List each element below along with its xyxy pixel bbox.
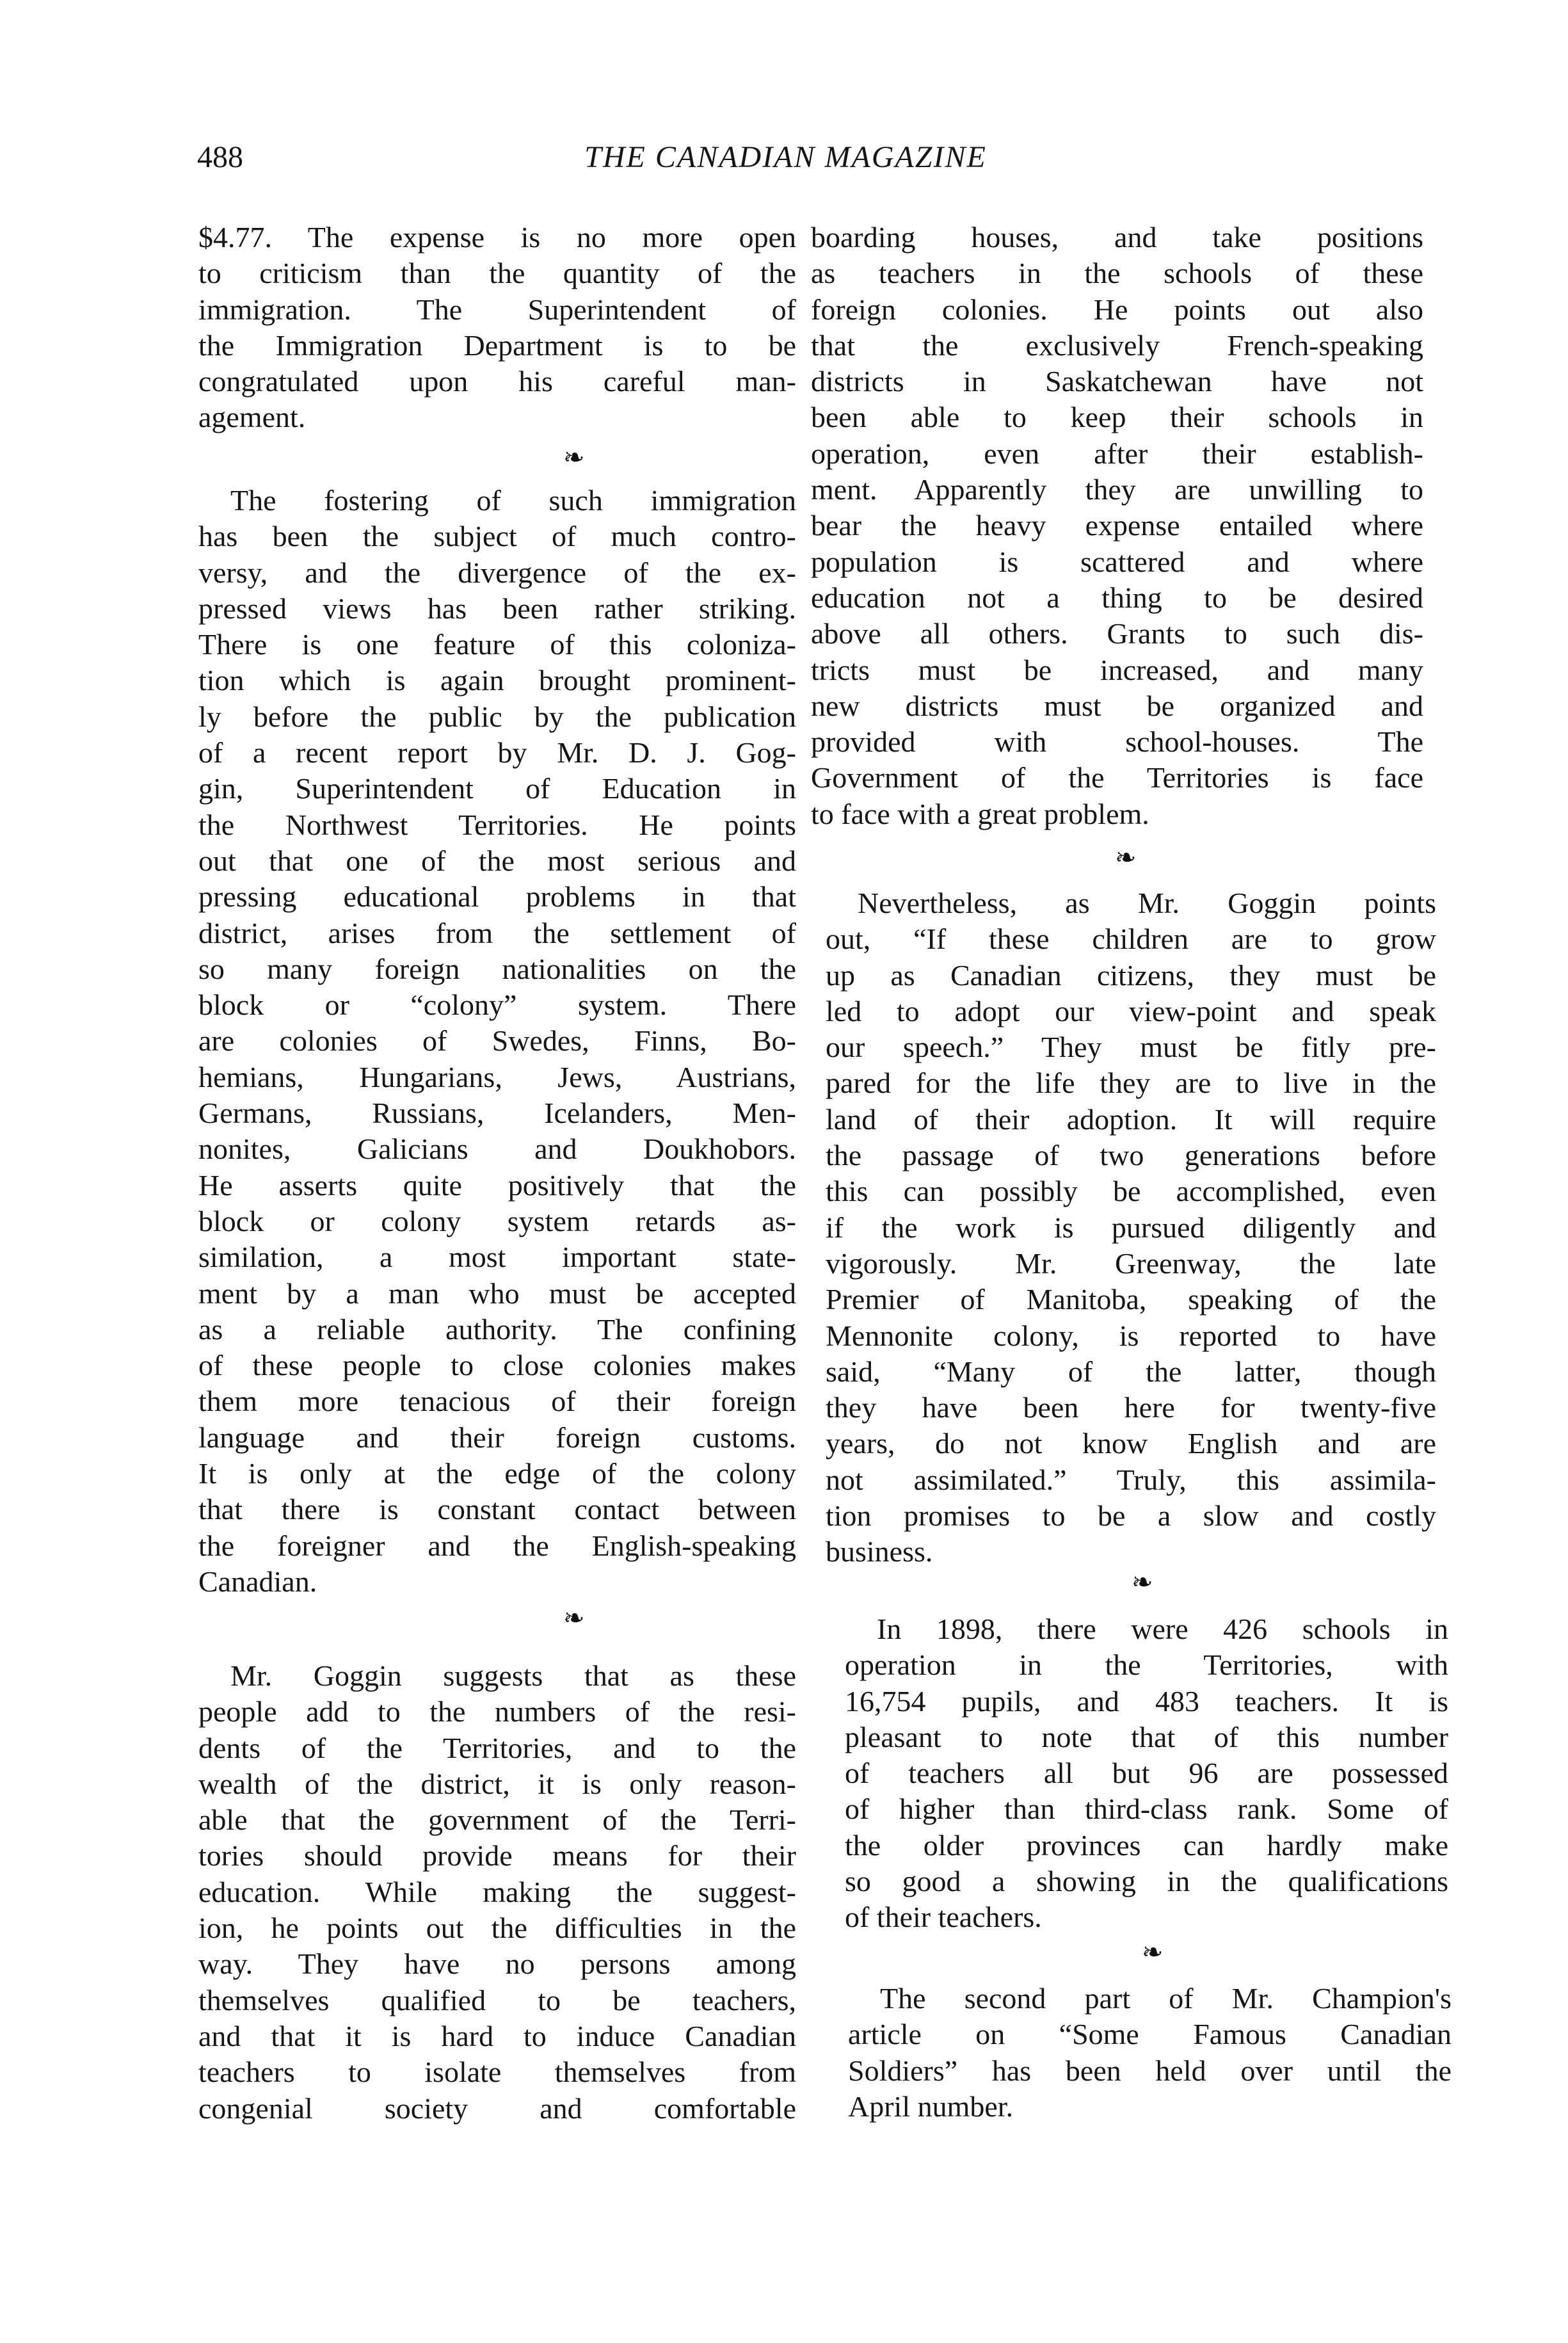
text-line: tion promises to be a slow and costly xyxy=(826,1499,1436,1533)
text-line: dents of the Territories, and to the xyxy=(198,1731,796,1764)
text-line: Nevertheless, as Mr. Goggin points xyxy=(858,887,1436,919)
text-line: population is scattered and where xyxy=(811,545,1423,578)
text-line: of their teachers. xyxy=(845,1901,1042,1934)
text-line: land of their adoption. It will require xyxy=(826,1102,1436,1136)
text-line: language and their foreign customs. xyxy=(198,1421,796,1454)
paragraph xyxy=(198,220,796,436)
text-line: versy, and the divergence of the ex- xyxy=(198,556,796,589)
paragraph xyxy=(198,1658,796,2127)
text-line: up as Canadian citizens, they must be xyxy=(826,958,1436,992)
text-line: the older provinces can hardly make xyxy=(845,1828,1448,1862)
text-line: new districts must be organized and xyxy=(811,689,1423,722)
text-line: similation, a most important state- xyxy=(198,1241,796,1274)
text-line: teachers to isolate themselves from xyxy=(198,2056,796,2089)
text-line: tion which is again brought prominent- xyxy=(198,664,796,697)
text-line: nonites, Galicians and Doukhobors. xyxy=(198,1132,796,1166)
text-line: Premier of Manitoba, speaking of the xyxy=(826,1283,1436,1316)
text-line: said, “Many of the latter, though xyxy=(826,1355,1436,1388)
text-line: Soldiers” has been held over until the xyxy=(848,2054,1452,2087)
text-line: of a recent report by Mr. D. J. Gog- xyxy=(198,736,796,769)
text-line: way. They have no persons among xyxy=(198,1947,796,1981)
text-line: not assimilated.” Truly, this assimila- xyxy=(826,1463,1436,1496)
text-line: that the exclusively French-speaking xyxy=(811,328,1423,362)
text-line: gin, Superintendent of Education in xyxy=(198,772,796,805)
text-line: out that one of the most serious and xyxy=(198,844,796,877)
text-line: operation in the Territories, with xyxy=(845,1648,1448,1682)
text-line: business. xyxy=(826,1535,933,1568)
text-line: congratulated upon his careful man- xyxy=(198,365,796,398)
text-line: district, arises from the settlement of xyxy=(198,916,796,949)
text-line: article on “Some Famous Canadian xyxy=(848,2018,1452,2051)
text-line: boarding houses, and take positions xyxy=(811,221,1423,254)
text-line: so good a showing in the qualifications xyxy=(845,1865,1448,1898)
text-line: as a reliable authority. The confining xyxy=(198,1312,796,1346)
running-title-text: THE CANADIAN MAGAZINE xyxy=(584,140,987,174)
text-line: He asserts quite positively that the xyxy=(198,1168,796,1202)
text-line: ment. Apparently they are unwilling to xyxy=(811,473,1423,506)
text-line: ly before the public by the publication xyxy=(198,700,796,733)
text-line: operation, even after their establish- xyxy=(811,437,1423,470)
text-line: the foreigner and the English-speaking xyxy=(198,1529,796,1562)
text-line: vigorously. Mr. Greenway, the late xyxy=(826,1246,1436,1280)
text-line: people add to the numbers of the resi- xyxy=(198,1695,796,1728)
text-line: wealth of the district, it is only reason- xyxy=(198,1767,796,1800)
fleuron-ornament-icon: ❧ xyxy=(1142,1938,1164,1967)
text-line: The fostering of such immigration xyxy=(230,484,796,517)
text-line: In 1898, there were 426 schools in xyxy=(877,1613,1448,1645)
text-line: immigration. The Superintendent of xyxy=(198,293,796,326)
fleuron-ornament-icon: ❧ xyxy=(563,443,585,472)
text-line: bear the heavy expense entailed where xyxy=(811,509,1423,542)
text-line: to criticism than the quantity of the xyxy=(198,257,796,290)
text-line: pleasant to note that of this number xyxy=(845,1720,1448,1753)
text-line: and that it is hard to induce Canadian xyxy=(198,2019,796,2052)
text-line: tories should provide means for their xyxy=(198,1839,796,1872)
text-line: districts in Saskatchewan have not xyxy=(811,365,1423,398)
text-line: agement. xyxy=(198,401,306,434)
fleuron-ornament-icon: ❧ xyxy=(1132,1568,1153,1597)
text-line: so many foreign nationalities on the xyxy=(198,952,796,985)
text-line: foreign colonies. He points out also xyxy=(811,293,1423,326)
text-line: of higher than third-class rank. Some of xyxy=(845,1792,1448,1826)
text-line: education not a thing to be desired xyxy=(811,581,1423,614)
text-line: block or colony system retards as- xyxy=(198,1204,796,1237)
text-line: that there is constant contact between xyxy=(198,1493,796,1526)
text-line: education. While making the suggest- xyxy=(198,1875,796,1908)
text-line: ion, he points out the difficulties in the xyxy=(198,1912,796,1945)
text-line: Government of the Territories is face xyxy=(811,761,1423,794)
text-line: The second part of Mr. Champion's xyxy=(880,1982,1452,2015)
text-line: the Northwest Territories. He points xyxy=(198,808,796,841)
text-line: if the work is pursued diligently and xyxy=(826,1211,1436,1244)
text-line: 16,754 pupils, and 483 teachers. It is xyxy=(845,1684,1448,1718)
text-line: of these people to close colonies makes xyxy=(198,1349,796,1382)
text-line: above all others. Grants to such dis- xyxy=(811,617,1423,650)
text-line: are colonies of Swedes, Finns, Bo- xyxy=(198,1024,796,1058)
text-line: able that the government of the Terri- xyxy=(198,1803,796,1837)
text-line: hemians, Hungarians, Jews, Austrians, xyxy=(198,1060,796,1093)
text-line: congenial society and comfortable xyxy=(198,2091,796,2125)
text-line: pared for the life they are to live in the xyxy=(826,1067,1436,1100)
text-line: the Immigration Department is to be xyxy=(198,328,796,362)
fleuron-ornament-icon: ❧ xyxy=(563,1604,585,1632)
text-line: Canadian. xyxy=(198,1565,317,1598)
paragraph xyxy=(811,220,1423,832)
text-line: Mr. Goggin suggests that as these xyxy=(230,1659,796,1692)
text-line: of teachers all but 96 are possessed xyxy=(845,1757,1448,1790)
text-line: this can possibly be accomplished, even xyxy=(826,1175,1436,1208)
text-line: Mennonite colony, is reported to have xyxy=(826,1319,1436,1352)
text-line: tricts must be increased, and many xyxy=(811,653,1423,686)
text-line: they have been here for twenty-five xyxy=(826,1391,1436,1424)
text-line: the passage of two generations before xyxy=(826,1139,1436,1172)
text-line: out, “If these children are to grow xyxy=(826,922,1436,956)
text-line: April number. xyxy=(848,2089,1014,2123)
text-line: pressed views has been rather striking. xyxy=(198,592,796,625)
page-number: 488 xyxy=(197,140,243,174)
text-line: years, do not know English and are xyxy=(826,1427,1436,1460)
text-line: pressing educational problems in that xyxy=(198,880,796,914)
text-line: has been the subject of much contro- xyxy=(198,520,796,553)
text-line: provided with school-houses. The xyxy=(811,725,1423,759)
text-line: block or “colony” system. There xyxy=(198,988,796,1022)
text-line: them more tenacious of their foreign xyxy=(198,1385,796,1418)
text-line: There is one feature of this coloniza- xyxy=(198,628,796,661)
text-line: led to adopt our view-point and speak xyxy=(826,994,1436,1027)
text-line: our speech.” They must be fitly pre- xyxy=(826,1031,1436,1064)
text-line: to face with a great problem. xyxy=(811,797,1149,830)
text-line: ment by a man who must be accepted xyxy=(198,1276,796,1310)
text-line: been able to keep their schools in xyxy=(811,401,1423,434)
paragraph xyxy=(845,1611,1448,1936)
text-line: $4.77. The expense is no more open xyxy=(198,221,796,254)
text-line: It is only at the edge of the colony xyxy=(198,1457,796,1490)
paragraph xyxy=(826,885,1436,1570)
fleuron-ornament-icon: ❧ xyxy=(1115,843,1137,872)
text-line: themselves qualified to be teachers, xyxy=(198,1983,796,2017)
text-line: Germans, Russians, Icelanders, Men- xyxy=(198,1097,796,1130)
paragraph xyxy=(848,1981,1452,2125)
running-title xyxy=(0,140,1568,175)
text-line: as teachers in the schools of these xyxy=(811,257,1423,290)
paragraph xyxy=(198,483,796,1600)
